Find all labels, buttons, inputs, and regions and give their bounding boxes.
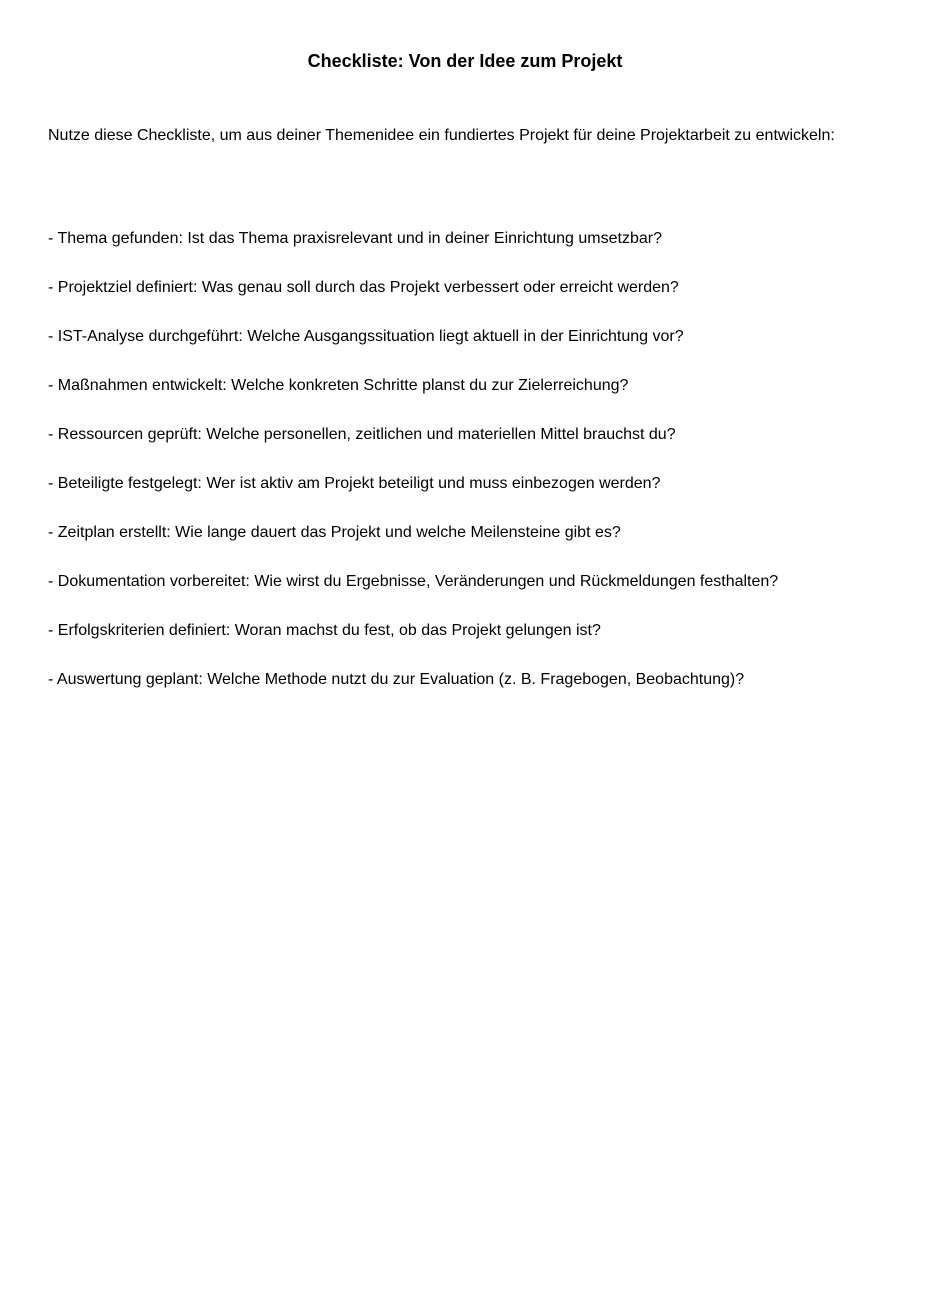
checklist-item-projektziel: - Projektziel definiert: Was genau soll durch das Projekt verbessert oder erreicht werden? — [48, 279, 679, 296]
checklist-item-erfolgskriterien: - Erfolgskriterien definiert: Woran machst du fest, ob das Projekt gelungen ist? — [48, 622, 601, 639]
checklist-item-zeitplan: - Zeitplan erstellt: Wie lange dauert das Projekt und welche Meilensteine gibt es? — [48, 524, 621, 541]
checklist-item-thema: - Thema gefunden: Ist das Thema praxisrelevant und in deiner Einrichtung umsetzbar? — [48, 230, 662, 247]
checklist-item-dokumentation: - Dokumentation vorbereitet: Wie wirst du Ergebnisse, Veränderungen und Rückmeldungen festhalten? — [48, 573, 779, 590]
intro-paragraph: Nutze diese Checkliste, um aus deiner Themenidee ein fundiertes Projekt für deine Projektarbeit zu entwickeln: — [48, 127, 835, 144]
checklist-item-ressourcen: - Ressourcen geprüft: Welche personellen, zeitlichen und materiellen Mittel brauchst du? — [48, 426, 676, 443]
checklist-item-ist-analyse: - IST-Analyse durchgeführt: Welche Ausgangssituation liegt aktuell in der Einrichtung vor? — [48, 328, 684, 345]
checklist — [48, 218, 884, 708]
checklist-item-auswertung: - Auswertung geplant: Welche Methode nutzt du zur Evaluation (z. B. Fragebogen, Beobachtung)? — [48, 671, 745, 688]
document-title: Checkliste: Von der Idee zum Projekt — [307, 51, 623, 71]
checklist-item-massnahmen: - Maßnahmen entwickelt: Welche konkreten Schritte planst du zur Zielerreichung? — [48, 377, 629, 394]
checklist-item-beteiligte: - Beteiligte festgelegt: Wer ist aktiv am Projekt beteiligt und muss einbezogen werden? — [48, 475, 661, 492]
